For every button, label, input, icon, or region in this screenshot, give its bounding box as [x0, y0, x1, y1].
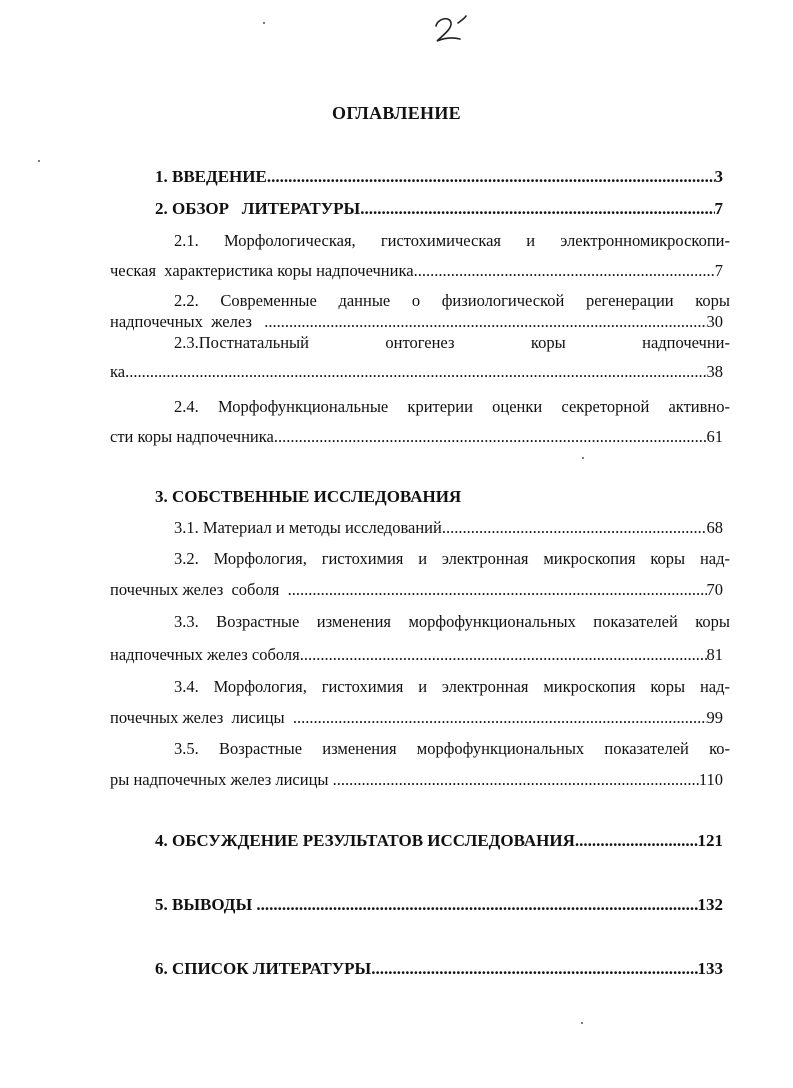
dot-leader: [360, 197, 714, 221]
toc-entry-2-1-line1: 2.1. Морфологическая, гистохимическая и электронномикроскопи-: [174, 231, 730, 250]
toc-entry-2-3-line1: 2.3.Постнатальный онтогенез коры надпочечни-: [174, 333, 730, 352]
toc-entry-page: 133: [697, 959, 723, 978]
toc-entry-page: 70: [706, 580, 723, 599]
toc-entry-literature-review[interactable]: [155, 197, 723, 221]
dot-leader: [256, 893, 697, 917]
toc-entry-3-3[interactable]: [110, 643, 723, 667]
toc-entry-2-1[interactable]: [110, 259, 723, 283]
toc-entry-title: ры надпочечных желез лисицы: [110, 770, 333, 789]
dot-leader: [267, 165, 715, 189]
toc-entry-title: 5. ВЫВОДЫ: [155, 895, 257, 914]
toc-entry-3-5[interactable]: [110, 768, 723, 792]
toc-section-own-research[interactable]: 3. СОБСТВЕННЫЕ ИССЛЕДОВАНИЯ: [155, 487, 462, 506]
toc-entry-2-4-line1: 2.4. Морфофункциональные критерии оценки секреторной активно-: [174, 397, 730, 416]
toc-entry-title: надпочечных желез: [110, 312, 265, 331]
toc-entry-title: сти коры надпочечника: [110, 427, 274, 446]
toc-entry-page: 110: [698, 770, 723, 789]
toc-entry-title: почечных желез соболя: [110, 580, 288, 599]
toc-entry-page: 30: [706, 312, 723, 331]
scan-speck: [582, 457, 584, 459]
scan-speck: [263, 22, 265, 24]
scan-speck: [38, 160, 40, 162]
toc-entry-discussion[interactable]: [155, 829, 723, 853]
dot-leader: [414, 259, 715, 283]
toc-entry-2-2-line1: 2.2. Современные данные о физиологической регенерации коры: [174, 291, 730, 310]
dot-leader: [125, 360, 706, 384]
toc-entry-3-4[interactable]: [110, 706, 723, 730]
dot-leader: [371, 957, 697, 981]
dot-leader: [274, 425, 707, 449]
toc-entry-title: ка: [110, 362, 126, 381]
toc-entry-3-4-line1: 3.4. Морфология, гистохимия и электронная микроскопия коры над-: [174, 677, 730, 696]
toc-entry-page: 7: [714, 199, 723, 218]
toc-entry-page: 68: [706, 518, 723, 537]
toc-entry-3-5-line1: 3.5. Возрастные изменения морфофункциональных показателей ко-: [174, 739, 730, 758]
toc-entry-title: почечных желез лисицы: [110, 708, 293, 727]
dot-leader: [288, 578, 707, 602]
toc-entry-page: 61: [706, 427, 723, 446]
dot-leader: [293, 706, 707, 730]
toc-entry-bibliography[interactable]: [155, 957, 723, 981]
toc-entry-3-3-line1: 3.3. Возрастные изменения морфофункциональных показателей коры: [174, 612, 730, 631]
toc-entry-page: 81: [706, 645, 723, 664]
dot-leader: [300, 643, 707, 667]
toc-entry-3-2[interactable]: [110, 578, 723, 602]
toc-entry-title: 1. ВВЕДЕНИЕ: [155, 167, 267, 186]
toc-entry-title: надпочечных желез соболя: [110, 645, 300, 664]
toc-entry-page: 132: [697, 895, 723, 914]
toc-entry-page: 7: [714, 261, 723, 280]
toc-entry-2-4[interactable]: [110, 425, 723, 449]
toc-entry-title: 4. ОБСУЖДЕНИЕ РЕЗУЛЬТАТОВ ИССЛЕДОВАНИЯ: [155, 831, 575, 850]
toc-entry-title: 2. ОБЗОР ЛИТЕРАТУРЫ: [155, 199, 361, 218]
toc-entry-title: 6. СПИСОК ЛИТЕРАТУРЫ: [155, 959, 372, 978]
toc-entry-3-1[interactable]: [174, 516, 723, 540]
toc-entry-page: 99: [706, 708, 723, 727]
toc-entry-introduction[interactable]: [155, 165, 723, 189]
toc-entry-3-2-line1: 3.2. Морфология, гистохимия и электронная микроскопия коры над-: [174, 549, 730, 568]
scan-speck: [581, 1022, 583, 1024]
toc-entry-title: ческая характеристика коры надпочечника: [110, 261, 414, 280]
toc-entry-page: 3: [714, 167, 723, 186]
toc-entry-page: 121: [697, 831, 723, 850]
dot-leader: [333, 768, 699, 792]
dot-leader: [575, 829, 698, 853]
toc-entry-2-3[interactable]: [110, 360, 723, 384]
toc-entry-title: 3.1. Материал и методы исследований: [174, 518, 442, 537]
handwritten-page-number: [428, 14, 468, 44]
dot-leader: [442, 516, 707, 540]
toc-heading: ОГЛАВЛЕНИЕ: [332, 103, 461, 123]
toc-entry-conclusions[interactable]: [155, 893, 723, 917]
toc-entry-page: 38: [706, 362, 723, 381]
